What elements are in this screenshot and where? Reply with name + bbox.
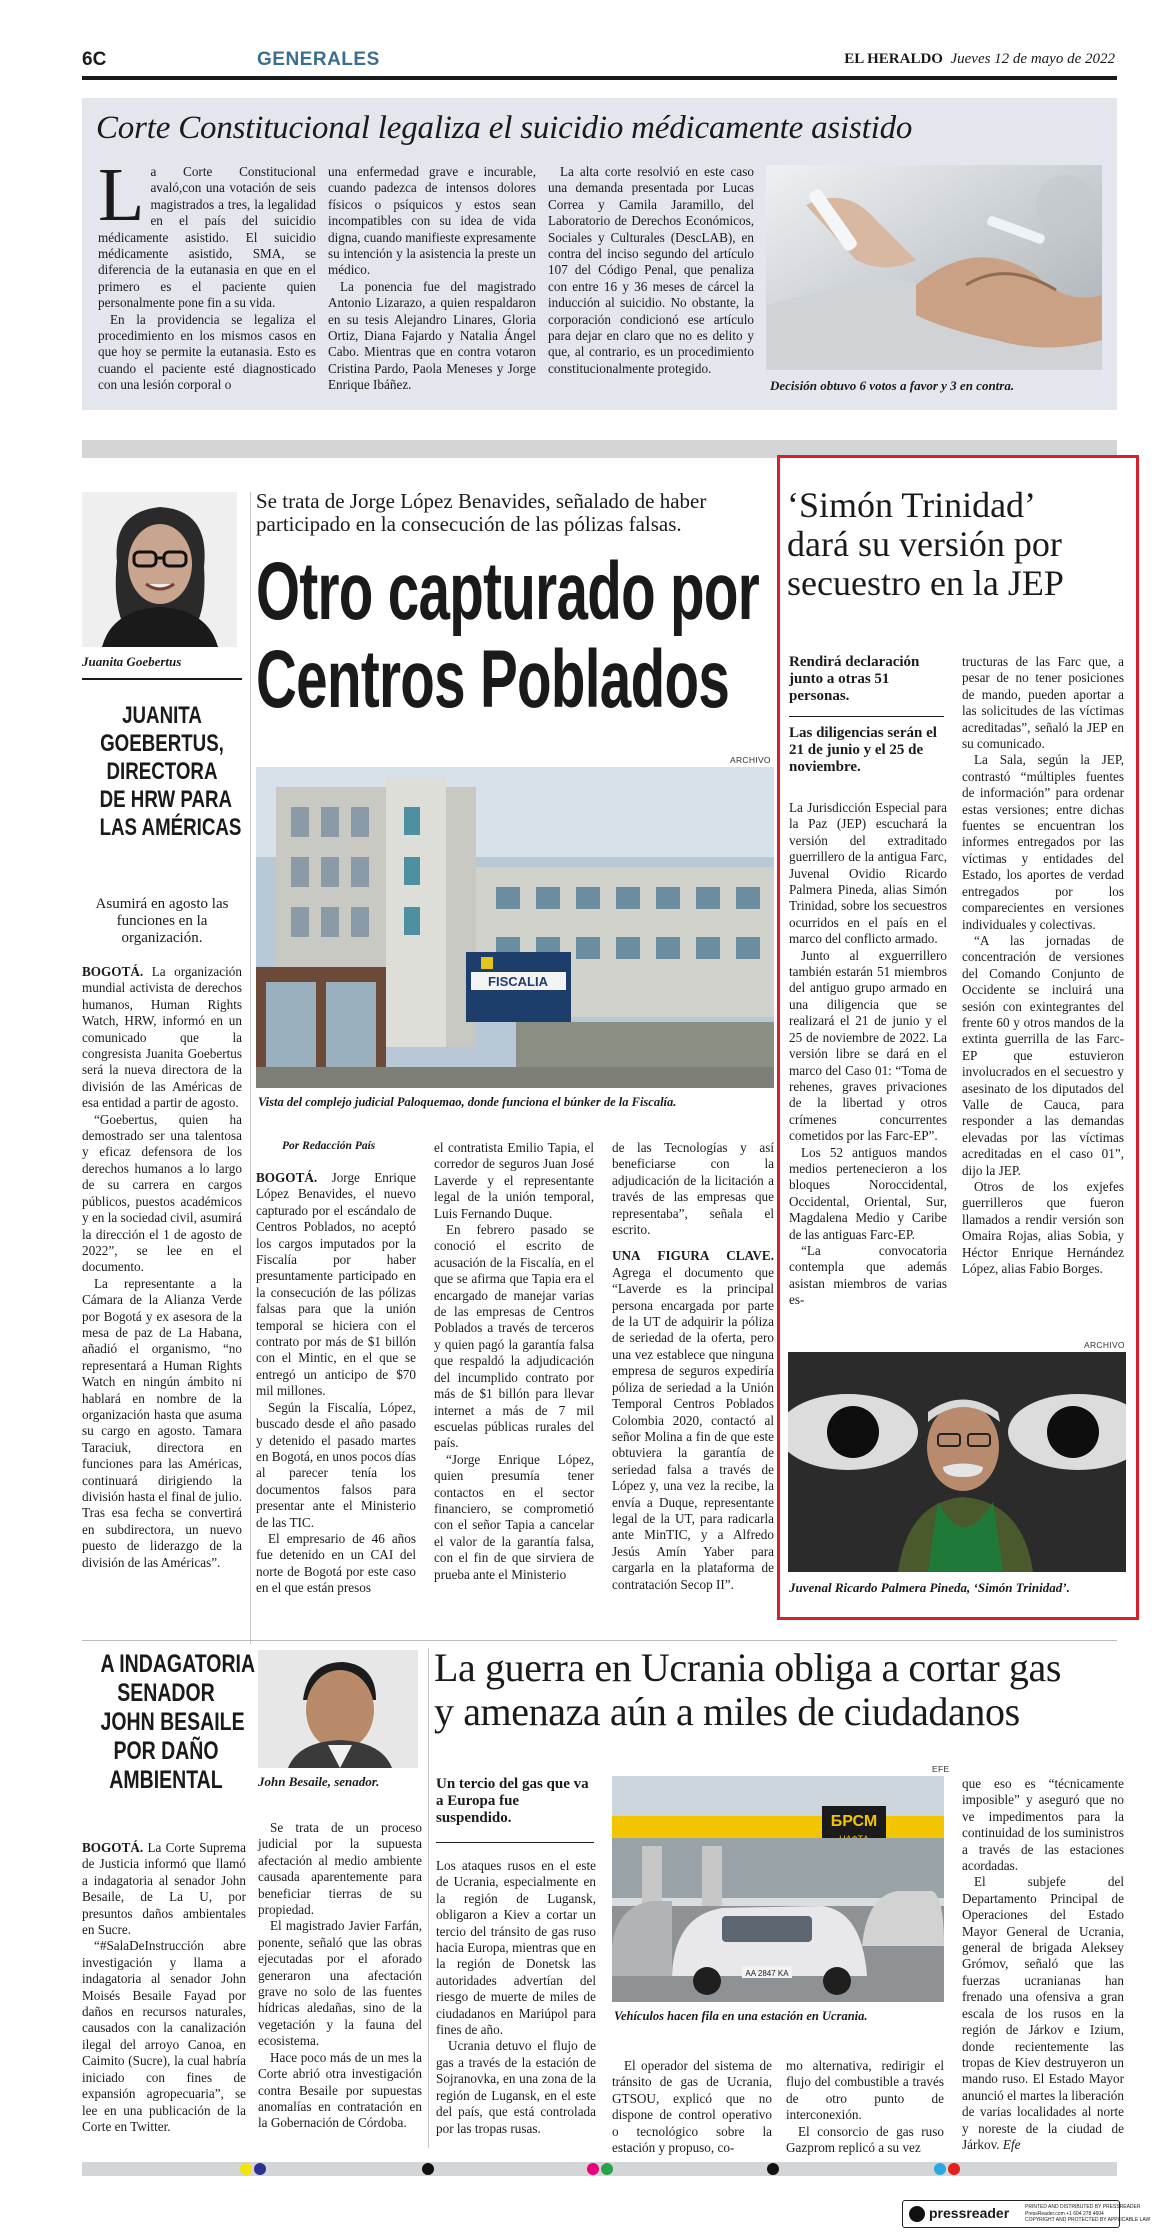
paragraph: El operador del sistema de tránsito de gas de Ucrania, GTSOU, explicó que no dispone de control operativo o tecnológico sobre la estación y propuso, co- <box>612 2058 772 2156</box>
headline-line: La guerra en Ucrania obliga a cortar gas <box>434 1645 1061 1690</box>
paragraph: tructuras de las Farc que, a pesar de no tener posiciones de mando, pueden aportar a las solicitudes de las víctimas acreditadas”, señaló la JEP en su comunicado. <box>962 654 1124 752</box>
rule <box>436 1842 594 1843</box>
paragraph: El empresario de 46 años fue detenido en un CAI del norte de Bogotá por este caso en el que están presos <box>256 1530 416 1596</box>
headline-line: JUANITA <box>122 702 202 729</box>
headline-line: A INDAGATORIA <box>100 1650 256 1678</box>
ucrania-caption: Vehículos hacen fila en una estación en Ucrania. <box>614 2009 868 2023</box>
paragraph: La Corte Suprema de Justicia informó que llamó a indagatoria al senador John Besaile, de La U, por presuntos daños ambientales en Sucre. <box>82 1840 247 1938</box>
agency-signoff: Efe <box>1002 2136 1021 2152</box>
page-number: 6C <box>82 49 107 70</box>
issue-date: Jueves 12 de mayo de 2022 <box>950 51 1115 67</box>
centros-col2 <box>434 1140 594 1583</box>
paragraph: “Goebertus, quien ha demostrado ser una talentosa y eficaz defensora de los derechos humanos a lo largo de su carrera en cargos públicos, puestos académicos y en la sociedad civil, asumirá la dirección el 1 de agosto de 2022”, se lee en el documento. <box>82 1111 242 1275</box>
headline-line: secuestro en la JEP <box>787 563 1064 603</box>
assisted-suicide-photo <box>766 165 1102 370</box>
pressreader-fine-print <box>1025 2204 1150 2224</box>
top-story-title: Corte Constitucional legaliza el suicidio médicamente asistido <box>96 110 913 146</box>
rule <box>82 1640 1117 1641</box>
paragraph: La organización mundial activista de derechos humanos, Human Rights Watch, HRW, informó en un comunicado que la congresista Juanita Goebertus será la nueva directora de la división de las Américas de esa entidad a partir de agosto. <box>82 964 242 1111</box>
paragraph: “La convocatoria contempla que además asistan miembros de varias es- <box>789 1242 947 1308</box>
section-name: GENERALES <box>257 49 380 70</box>
subhead: UNA FIGURA CLAVE. <box>612 1248 774 1264</box>
paragraph: a Corte Constitucional avaló,con una votación de seis magistrados a tres, la legalidad en el país del suicidio médicamente asistido. El suicidio médicamente asistido, SMA, se diferencia de la eutanasia en que en el primero es el paciente quien personalmente pone fin a su vida. <box>98 164 316 311</box>
headline-line: LAS AMÉRICAS <box>99 814 242 841</box>
registration-mark <box>934 2163 946 2175</box>
ucrania-col2a <box>612 2058 772 2156</box>
simon-trinidad-photo <box>788 1352 1126 1572</box>
top-story-box <box>82 98 1117 410</box>
page-header <box>82 47 1115 77</box>
trinidad-headline <box>787 486 1132 603</box>
paloquemao-building-photo <box>256 767 774 1088</box>
fine-print-line: COPYRIGHT AND PROTECTED BY APPLICABLE LAW <box>1025 2217 1151 2223</box>
besaile-photo-caption: John Besaile, senador. <box>258 1774 380 1789</box>
registration-mark <box>601 2163 613 2175</box>
ucrania-col2b <box>786 2058 944 2156</box>
paragraph: La Jurisdicción Especial para la Paz (JEP) escuchará la versión del extraditado guerrillero de la antigua Farc, Juvenal Ovidio Ricardo Palmera Pineda, alias Simón Trinidad, sobre los secuestros ocurridos en el país en el marco del conflicto armado. <box>789 800 947 947</box>
headline-line: Otro capturado por <box>256 548 760 637</box>
station-brand: БРСМ <box>830 1813 878 1830</box>
centros-photo <box>256 767 774 1088</box>
headline-line: ‘Simón Trinidad’ <box>787 485 1037 525</box>
trinidad-col1 <box>789 800 947 1309</box>
registration-mark <box>767 2163 779 2175</box>
registration-mark <box>948 2163 960 2175</box>
top-story-col1 <box>98 153 316 394</box>
pressreader-stamp <box>902 2200 1151 2228</box>
besaile-col1 <box>82 1840 246 2135</box>
paragraph: El magistrado Javier Farfán, ponente, señaló que las obras ejecutadas por el aforado generaron una afectación grave no solo de las fuentes hídricas aledañas, sino de la vegetación y la fauna del ecosistema. <box>258 1918 422 2049</box>
paragraph: La alta corte resolvió en este caso una demanda presentada por Lucas Correa y Camila Jaramillo, del Laboratorio de Derechos Económicos, Sociales y Culturales (DescLAB), en contra del inciso segundo del artículo 107 del Código Penal, que penaliza con entre 16 y 36 meses de cárcel la inducción al suicidio. No obstante, la corporación condicionó ese artículo para dejar en claro que no es delito y que, al contrario, es un procedimiento constitucionalmente protegido. <box>548 164 754 376</box>
paragraph: Hace poco más de un mes la Corte abrió otra investigación contra Besaile por supuestas anomalías en contratación en la Gobernación de Córdoba. <box>258 2049 422 2131</box>
ucrania-headline <box>434 1646 1124 1734</box>
headline-line: DIRECTORA <box>106 758 218 785</box>
fine-print-line: PRINTED AND DISTRIBUTED BY PRESSREADER <box>1025 2204 1141 2210</box>
paragraph: el contratista Emilio Tapia, el corredor de seguros Juan José Laverde y el representante legal de la unión temporal, Luis Fernando Duque. <box>434 1140 594 1221</box>
top-story-col3 <box>548 164 754 377</box>
paragraph: Otros de los exjefes guerrilleros que fueron llamados a rendir versión son Omaira Rojas, alias Sobia, y Héctor Enrique Hernández López, alias Fabio Borges. <box>962 1179 1124 1277</box>
paragraph: En la providencia se legaliza el procedimiento en los mismos casos en que hoy se permite la eutanasia. Esto es cuando el paciente esté diagnosticado con una lesión corporal o <box>98 311 316 393</box>
rule <box>82 678 242 680</box>
headline-line: POR DAÑO <box>113 1737 219 1765</box>
paragraph: El subjefe del Departamento Principal de Operaciones del Estado Mayor General de Ucrania, general de brigada Aleksey Grómov, señaló que las fuerzas ucranianas han frenado una ofensiva a gran escala de los rusos en la región de Járkov e Izium, donde recientemente las tropas de Kiev destruyeron un mando ruso. El Estado Mayor anunció el martes la liberación de varias localidades al norte y noreste de la ciudad de Járkov. <box>962 1874 1124 2152</box>
goebertus-deck: Asumirá en agosto las funciones en la organización. <box>95 896 229 946</box>
paragraph: “#SalaDeInstrucción abre investigación y llama a indagatoria al senador John Moisés Besaile Fayad por daños en recursos naturales, causados con la canalización ilegal del arroyo Canoa, en Caimito (Sucre), la cual habría iniciado con fines de expansión agropecuaria”, se lee en una publicación de la Corte en Twitter. <box>82 1938 246 2134</box>
portrait-woman <box>82 492 237 647</box>
paragraph: La representante a la Cámara de la Alianza Verde por Bogotá y ex asesora de la mesa de paz de La Habana, añadió el organismo, “no representará a Human Rights Watch en ningún ámbito ni hablará en nombre de la organización hasta que asuma su cargo en agosto. Tamara Taraciuk, directora en funciones para las Américas, continuará dirigiendo la división hasta el final de julio. Tras esa fecha se convertirá en subdirectora, un nuevo puesto de liderazgo de la división de las Américas”. <box>82 1275 242 1570</box>
besaile-col2 <box>258 1820 422 2132</box>
trinidad-highlight-1: Rendirá declaración junto a otras 51 personas. <box>789 654 920 704</box>
paragraph: La ponencia fue del magistrado Antonio Lizarazo, a quien respaldaron en su tesis Alejandro Linares, Gloria Ortiz, Diana Fajardo y Natalia Ángel Cabo. Mientras que en contra votaron Cristina Pardo, Paola Meneses y Jorge Enrique Ibáñez. <box>328 278 536 393</box>
paragraph: “A las jornadas de concentración de versiones del Comando Conjunto de Occidente se incluirá una sesión con exintegrantes del frente 60 y otros mandos de la extinta guerrilla de las Farc-EP que estuvieron involucrados en el secuestro y asesinato de los diputados del Valle de Cauca, para responder a las demandas elevadas por las víctimas acreditadas en el caso 01”, dijo la JEP. <box>962 932 1124 1178</box>
licence-plate: AA 2847 KA <box>745 1969 789 1978</box>
goebertus-photo <box>82 492 237 647</box>
fuel-station-photo <box>612 1776 944 2002</box>
color-register-bar <box>82 2162 1117 2176</box>
paragraph: que eso es “técnicamente imposible” y aseguró que no ve impedimentos para la continuidad de los suministros a través de las estaciones acordadas. <box>962 1776 1124 1874</box>
registration-mark <box>587 2163 599 2175</box>
paragraph: mo alternativa, redirigir el flujo del combustible a través de otro punto de interconexión. <box>786 2058 944 2123</box>
paragraph: Agrega el documento que “Laverde es la principal persona encargada por parte de la UT de adquirir la póliza de seriedad de la oferta, pero una vez establece que ninguna empresa de seguros expediría póliza de seriedad a la Unión Temporal Centros Poblados Colombia 2020, contactó al señor Molina a fin de que este obtuviera la garantía de seriedad falsa a través de López y, una vez la recibe, la envía a Duque, representante legal de la UT, para radicarla ante MinTIC, y a Alfredo Jesús Amín Yaber para cargarla en la plataforma de contratación Secop II”. <box>612 1264 774 1592</box>
headline-line: AMBIENTAL <box>109 1766 223 1794</box>
centros-kicker: Se trata de Jorge López Benavides, señalado de haber participado en la consecución de las pólizas falsas. <box>256 489 707 536</box>
top-story-photo <box>766 165 1102 370</box>
headline-line: y amenaza aún a miles de ciudadanos <box>434 1689 1020 1734</box>
column-divider <box>428 1648 429 2148</box>
paragraph: “Jorge Enrique López, quien presumía tener contactos en el sector financiero, se comprometió con el señor Tapia a cancelar el valor de la garantía falsa, con el fin de que sirviera de prueba ante el Ministerio <box>434 1451 594 1582</box>
headline-line: dará su versión por <box>787 524 1062 564</box>
dateline: BOGOTÁ. <box>82 1840 144 1855</box>
photo-credit: EFE <box>932 1764 950 1774</box>
trinidad-col2 <box>962 654 1124 1277</box>
headline-line: Centros Poblados <box>256 634 730 725</box>
fiscalia-sign: FISCALIA <box>488 974 548 989</box>
trinidad-photo <box>788 1352 1126 1572</box>
headline-line: GOEBERTUS, <box>100 730 224 757</box>
registration-mark <box>254 2163 266 2175</box>
besaile-photo <box>258 1650 418 1768</box>
goebertus-photo-caption: Juanita Goebertus <box>82 654 182 669</box>
goebertus-body <box>82 964 242 1571</box>
ucrania-highlight: Un tercio del gas que va a Europa fue suspendido. <box>436 1776 589 1826</box>
drop-cap: L <box>98 153 145 237</box>
pressreader-logo-icon <box>909 2206 925 2222</box>
paragraph: El consorcio de gas ruso Gazprom replicó a su vez <box>786 2123 944 2156</box>
header-rule <box>82 76 1117 80</box>
paragraph: Se trata de un proceso judicial por la supuesta afectación al medio ambiente causada aparentemente para beneficiar tierras de su propiedad. <box>258 1820 422 1918</box>
registration-mark <box>240 2163 252 2175</box>
column-divider <box>250 492 251 1644</box>
centros-col1 <box>256 1170 416 1597</box>
byline: Por Redacción País <box>282 1140 376 1152</box>
paragraph: Según la Fiscalía, López, buscado desde el año pasado y detenido el pasado martes en Bogotá, en unos pocos días al parecer tenía los documentos falsos para presentar ante el Ministerio de las TIC. <box>256 1399 416 1530</box>
headline-line: JOHN BESAILE <box>100 1708 245 1736</box>
paragraph: La Sala, según la JEP, contrastó “múltiples fuentes de información” para ordenar estas versiones; entre dichas fuentes se encuentran los informes entregados por las víctimas y entidades del Estado, los aportes de verdad entregados por los comparecientes en versiones individuales y colectivas. <box>962 752 1124 932</box>
headline-line: DE HRW PARA <box>99 786 233 813</box>
photo-credit: ARCHIVO <box>1084 1340 1125 1350</box>
paragraph: Ucrania detuvo el flujo de gas a través de la estación de Sojranovka, en una zona de la región de Lugansk, en el este del país, que está controlada por las tropas rusas. <box>436 2038 596 2136</box>
registration-mark <box>422 2163 434 2175</box>
paragraph: Jorge Enrique López Benavides, el nuevo capturado por el escándalo de Centros Poblados, no aceptó los cargos imputados por la Fiscalía por haber presuntamente participado en la consecución de las pólizas falsas para que la unión temporal se hiciera con el contrato por más de $1 billón con el Mintic, en el que se entregó un anticipo de $70 mil millones. <box>256 1170 417 1399</box>
ucrania-col3 <box>962 1776 1124 2153</box>
centros-col3 <box>612 1140 774 1593</box>
dateline: BOGOTÁ. <box>256 1170 318 1185</box>
top-story-col2 <box>328 164 536 394</box>
photo-credit: ARCHIVO <box>730 755 771 765</box>
headline-line: SENADOR <box>117 1679 215 1707</box>
paragraph: Los 52 antiguos mandos medios pertenecieron a los bloques Noroccidental, Occidental, Oriental, Sur, Magdalena Medio y Caribe de las antiguas Farc-EP. <box>789 1144 947 1242</box>
ucrania-photo <box>612 1776 944 2002</box>
trinidad-caption: Juvenal Ricardo Palmera Pineda, ‘Simón Trinidad’. <box>789 1580 1070 1595</box>
centros-caption: Vista del complejo judicial Paloquemao, donde funciona el búnker de la Fiscalía. <box>258 1095 677 1109</box>
paper-name: EL HERALDO <box>844 51 943 67</box>
portrait-man <box>258 1650 418 1768</box>
besaile-headline <box>82 1650 256 1795</box>
centros-headline <box>256 548 776 738</box>
top-story-caption: Decisión obtuvo 6 votos a favor y 3 en contra. <box>770 378 1015 393</box>
rule <box>789 716 944 717</box>
ucrania-col1 <box>436 1858 596 2137</box>
trinidad-highlight-2: Las diligencias serán el 21 de junio y el 25 de noviembre. <box>789 725 937 775</box>
masthead-date <box>844 51 1115 68</box>
paragraph: Los ataques rusos en el este de Ucrania, especialmente en la región de Lugansk, obligaron a Kiev a cortar un tercio del tránsito de gas ruso hacia Europa, mientras que en la región de Donetsk las autoridades advertían del riesgo de muerte de miles de ciudadanos en Mariúpol para fines de año. <box>436 1858 596 2038</box>
dateline: BOGOTÁ. <box>82 964 144 979</box>
pressreader-brand: pressreader <box>929 2205 1010 2221</box>
paragraph: una enfermedad grave e incurable, cuando padezca de intensos dolores físicos o psíquicos y estos sean incompatibles con su idea de vida digna, cuando manifieste expresamente su intención y la asistencia la preste un médico. <box>328 164 536 278</box>
paragraph: Junto al exguerrillero también estarán 51 miembros del antiguo grupo armado en una diligencia que se realizará el 21 de junio y el 25 de noviembre de 2022. La versión libre se dará en el marco del Caso 01: “Toma de rehenes, graves privaciones de la libertad y otros crímenes concurrentes cometidos por las Farc-EP”. <box>789 947 947 1144</box>
fine-print-line: PressReader.com +1 604 278 4604 <box>1025 2210 1104 2217</box>
paragraph: de las Tecnologías y así beneficiarse con la adjudicación de la licitación a través de las empresas que representaba”, señala el escrito. <box>612 1140 774 1238</box>
goebertus-headline <box>82 702 242 842</box>
paragraph: En febrero pasado se conoció el escrito de acusación de la Fiscalía, en el que se afirma que Tapia era el encargado de manejar varias de las empresas de Centros Poblados a través de terceros y quien pagó la garantía falsa que respaldó la adjudicación del incumplido contrato por más de $1 billón para llevar internet a más de 7 mil escuelas públicas rurales del país. <box>434 1222 594 1451</box>
